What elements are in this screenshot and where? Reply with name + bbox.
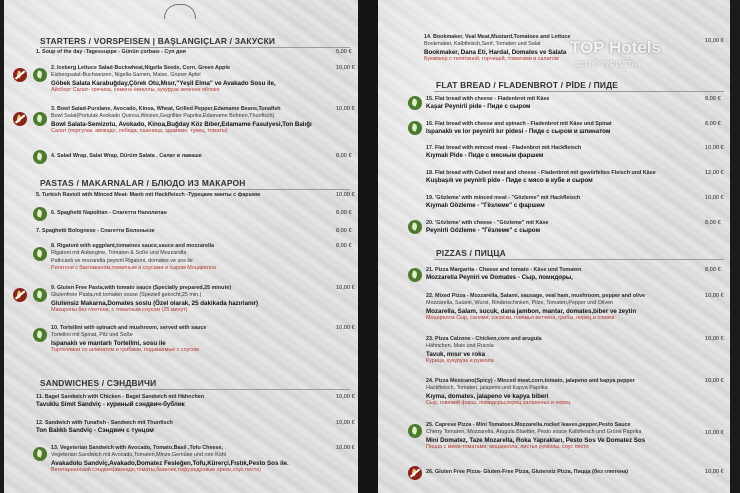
menu-item-25: 25. Caprese Pizza - Mini Tomatoes,Mozzarella,rocket leaves,pepper,Pesto Sauce Cherry Tomaten, Mozzarella, Arugula Blaetter, Pesto souce Kalbfleisch und Grüne Paprika Mini Domatez, Taze Mozarella, Roka Yaprakları, Pesto Sos Ve Domatez Sos Пицца с мини-томатами, моцарелла, листья рукколы, соус песто: [426, 422, 646, 451]
menu-item-17: 17. Flat bread with minced meat - Fladenbrot mit Hackfleisch Kıymalı Pide - Пиде с мясным фаршем: [426, 145, 582, 160]
menu-item-19: 19. 'Gözleme' with minced meat - "Gözleme" mit Hackfleisch Kıymalı Gözleme - "Гёзлеме" с фаршем: [426, 195, 581, 210]
price: 10,00 €: [705, 469, 724, 475]
menu-item-16: 16. Flat bread with cheese and spinach - Fladenbrot mit Käse und Spinat Ispanaklı ve lor peynirli kır pidesi - Пиде с сыром и шпинатом: [426, 121, 612, 136]
menu-item-3: 3. Bowl Salad-Purslane, Avocado, Kinoa, Wheat, Grilled Pepper,Edamame Beans,Tunafish Bowl Salat(Portulak Avokado Quinoa,Weizen,Gegrillter Paprika,Edamame Bohnen,Thunfisch) Bowl Salata-Semizotu, Avokado, Kinoa,Buğday Köz Biber,Edamame Fasulyesi,Ton Balığı Салат (портулак, авокадо, лебеда, пшеница, эдамаме, тунец, томаты): [51, 106, 312, 135]
section-title-flatbread: FLAT BREAD / FLADENBROT / PİDE / ПИДЕ: [436, 80, 619, 90]
menu-item-2: 2. Iceberg Lettuce Salad-Buckwheat,Nigella Seeds, Corn, Green Apple Eisbergsalat-Buchweizen, Nigella-Samen, Maise, Gruner Apfel Göbek Salata Karabuğday,Çörek Otu,Mısır,"Yeşil Elma" ve Avakado Sosu ile, Айсберг Салат- гречиха, семена нигеллы, кукуруза зеленое яблоко: [51, 65, 276, 94]
gluten-free-icon: [408, 466, 422, 480]
menu-item-8: 8. Rigatoni with eggplant,tomatoes sauce,sauce and mozzarella Rigatoni mit Aubergine, Tomaten & Soße und Mozzarella Patlıcanlı ve mozarella peynirli Rigatoni, domates ve sos ile Ригатони с баклажаном,томатным и соусами и сыром Моцарелла: [51, 243, 217, 272]
restaurant-logo: [164, 4, 196, 19]
gluten-free-icon: [13, 112, 27, 126]
section-title-starters: STARTERS / VORSPEISEN | BAŞLANGIÇLAR / ЗАКУСКИ: [40, 36, 276, 46]
watermark-brand: TOP Hotels: [570, 38, 662, 57]
menu-item-7: 7. Spaghetti Bolognese - Спагетти Болоньезе: [36, 228, 155, 234]
page-gap: [358, 0, 378, 493]
menu-item-20: 20. 'Gözleme' with cheese - "Gözleme" mit Käse Peynirli Gözleme - "Гёзлеме" с сыром: [426, 220, 549, 235]
price: 10,00 €: [705, 430, 724, 436]
watermark-tagline: ФОТО ТУРИСТА: [575, 60, 637, 69]
menu-item-23: 23. Pizza Calzone - Chicken,corn and arugula Hähnchen, Mais und Rucola Tavuk, mısır ve roka Курица, кукуруза и руккола: [426, 336, 542, 365]
menu-item-13: 13. Vegeterian Sandwich with Avocado, Tomato,Basil ,Tofu Cheese, Vegeterian Sandwich mit Avocado,Tomaten,Minze,Gemüse und rote Kohl Avakadolu Sandviç,Avakado,Domatez Fesleğen,Tofu,Kürerçi,Fıstık,Pesto Sos ile. Вегетарианский сэндвич(авокадо,томаты,базилик,тофу,кедровые орехи,соус песто): [51, 445, 289, 474]
price: 10,00 €: [336, 285, 355, 291]
price: 10,00 €: [336, 420, 355, 426]
menu-item-4: 4. Salad Wrap, Salat Wrap, Dürüm Salata , Салат в лаваше: [51, 153, 202, 159]
menu-item-22: 22. Mixed Pizza - Mozzarella, Salami, sausage, veal ham, mushroom, pepper and olive Mozzarella, Salami, Wurst, Rinderschinken, Pilze, Tomaten,Pepper und Oliven Mozarella, Salam, sucuk, dana jambon, mantar, domates,biber ve zeytin Моцарелла Сыр, салями, сосиски, говяжья ветчина, грибы, перец и оливки: [426, 293, 645, 322]
vegetarian-leaf-icon: [33, 112, 47, 126]
menu-item-26: 26. Gluten Free Pizza- Gluten-Free Pizza, Glutensiz Pizza, Пицца (без глютена): [426, 469, 629, 475]
gluten-free-icon: [13, 288, 27, 302]
vegetarian-leaf-icon: [408, 121, 422, 135]
price: 12,00 €: [705, 170, 724, 176]
price: 5,00 €: [336, 49, 352, 55]
vegetarian-leaf-icon: [33, 288, 47, 302]
vegetarian-leaf-icon: [33, 328, 47, 342]
price: 10,00 €: [336, 445, 355, 451]
price: 10,00 €: [705, 378, 724, 384]
section-title-pizzas: PIZZAS / ПИЦЦА: [436, 248, 506, 258]
menu-page-right: [378, 0, 730, 493]
section-title-pastas: PASTAS / MAKARNALAR / БЛЮДО ИЗ МАКАРОН: [40, 178, 246, 188]
price: 10,00 €: [336, 192, 355, 198]
menu-item-18: 18. Flat bread with Cubed meat and cheese - Fladenbrot mit gewürfeltes Fleisch und Käse Kuşbaşılı ve peynirli pide - Пиде с мясо в кубе и сыром: [426, 170, 656, 185]
vegetarian-leaf-icon: [408, 268, 422, 282]
price: 10,00 €: [705, 145, 724, 151]
vegetarian-leaf-icon: [33, 247, 47, 261]
menu-item-5: 5. Turkish Ravioli with Minced Meat- Mantı mit Hackfleisch -Турецкие манты с фаршем: [36, 192, 261, 198]
price: 10,00 €: [705, 336, 724, 342]
menu-page-left: [4, 0, 358, 493]
price: 8,00 €: [705, 96, 721, 102]
vegetarian-leaf-icon: [408, 424, 422, 438]
menu-item-15: 15. Flat bread with cheese - Fladenbrot mit Käse Kaşar Peynirli pide - Пиде с сыром: [426, 96, 550, 111]
menu-item-12: 12. Sandwich with Tunafish - Sandwich mit Thunfisch Ton Balıklı Sandviç - Сэндвич с тунцом: [36, 420, 173, 435]
section-divider: [434, 259, 724, 260]
price: 8,00 €: [336, 228, 352, 234]
vegetarian-leaf-icon: [33, 447, 47, 461]
price: 10,00 €: [336, 394, 355, 400]
menu-item-10: 10. Tortellini with spinach and mushroom, served with sauce Tortellini mit Spinat, Pilz und Soße Ispanaklı ve mantarlı Tortellini, sosu ile Тортеллини со шпинатом и грибами, подаваемые с соусом: [51, 325, 207, 354]
section-divider: [40, 389, 350, 390]
price: 10,00 €: [336, 106, 355, 112]
price: 8,00 €: [336, 243, 352, 249]
price: 10,00 €: [705, 195, 724, 201]
price: 10,00 €: [705, 293, 724, 299]
price: 10,00 €: [336, 65, 355, 71]
menu-item-14: 14. Bookmaker, Veal Meat,Mustard,Tomatoes and Lettuce Bookmaker, Kalbfleisch,Senf, Tomaten und Salat Bookmaker, Dana Eti, Hardal, Domates ve Salata Букмекер с телятиной, горчицей, томатами и салатом: [424, 34, 571, 63]
price: 8,00 €: [336, 153, 352, 159]
menu-item-24: 24. Pizza Mexicano(Spicy) - Minced meat,corn,tomato, jalapeno and kapya pepper Hackfleisch, Tomaten, jalapeno und Kapya Paprika Kıyma, domates, jalapeno ve kapya biberi Сыр, говяжий фарш, помидоры,перец халапеньо и перец: [426, 378, 635, 407]
menu-item-1: 1. Soup of the day -Tagessuppe - Günün çorbası - Суп дня: [36, 49, 186, 55]
vegetarian-leaf-icon: [408, 96, 422, 110]
menu-item-9: 9. Gluten Free Pasta,with tomato sauce (Specially prepared,25 minute) Glutenfreie Pasta,mit tomaten sosse (Speziell gekocht,25 min.) Glutensiz Makarna,Domates soslu (Özel olarak, 25 dakikada hazırlanır) Макароны без глютена, с томатным соусом (25 минут): [51, 285, 259, 314]
price: 8,00 €: [336, 210, 352, 216]
price: 8,00 €: [705, 267, 721, 273]
vegetarian-leaf-icon: [33, 68, 47, 82]
menu-item-21: 21. Pizza Margarita - Cheese and tomato - Käse und Tomaten Mozzarella Peyniri ve Domates - Сыр, помидоры,: [426, 267, 582, 282]
vegetarian-leaf-icon: [33, 150, 47, 164]
section-title-sandwiches: SANDWICHES / СЭНДВИЧИ: [40, 378, 157, 388]
vegetarian-leaf-icon: [33, 207, 47, 221]
menu-item-11: 11. Bagel Sandwich with Chicken - Bagel Sandwich mit Hähnchen Tavuklu Simit Sandviç - куриный сэндвич-бублик: [36, 394, 205, 409]
section-divider: [40, 189, 350, 190]
menu-item-6: 6. Spaghetti Napolitan - Спагетти Наполитан: [51, 210, 167, 216]
price: 10,00 €: [705, 38, 724, 44]
vegetarian-leaf-icon: [408, 220, 422, 234]
price: 8,00 €: [705, 220, 721, 226]
price: 10,00 €: [336, 325, 355, 331]
price: 8,00 €: [705, 121, 721, 127]
section-divider: [40, 47, 350, 48]
gluten-free-icon: [13, 68, 27, 82]
section-divider: [434, 91, 724, 92]
